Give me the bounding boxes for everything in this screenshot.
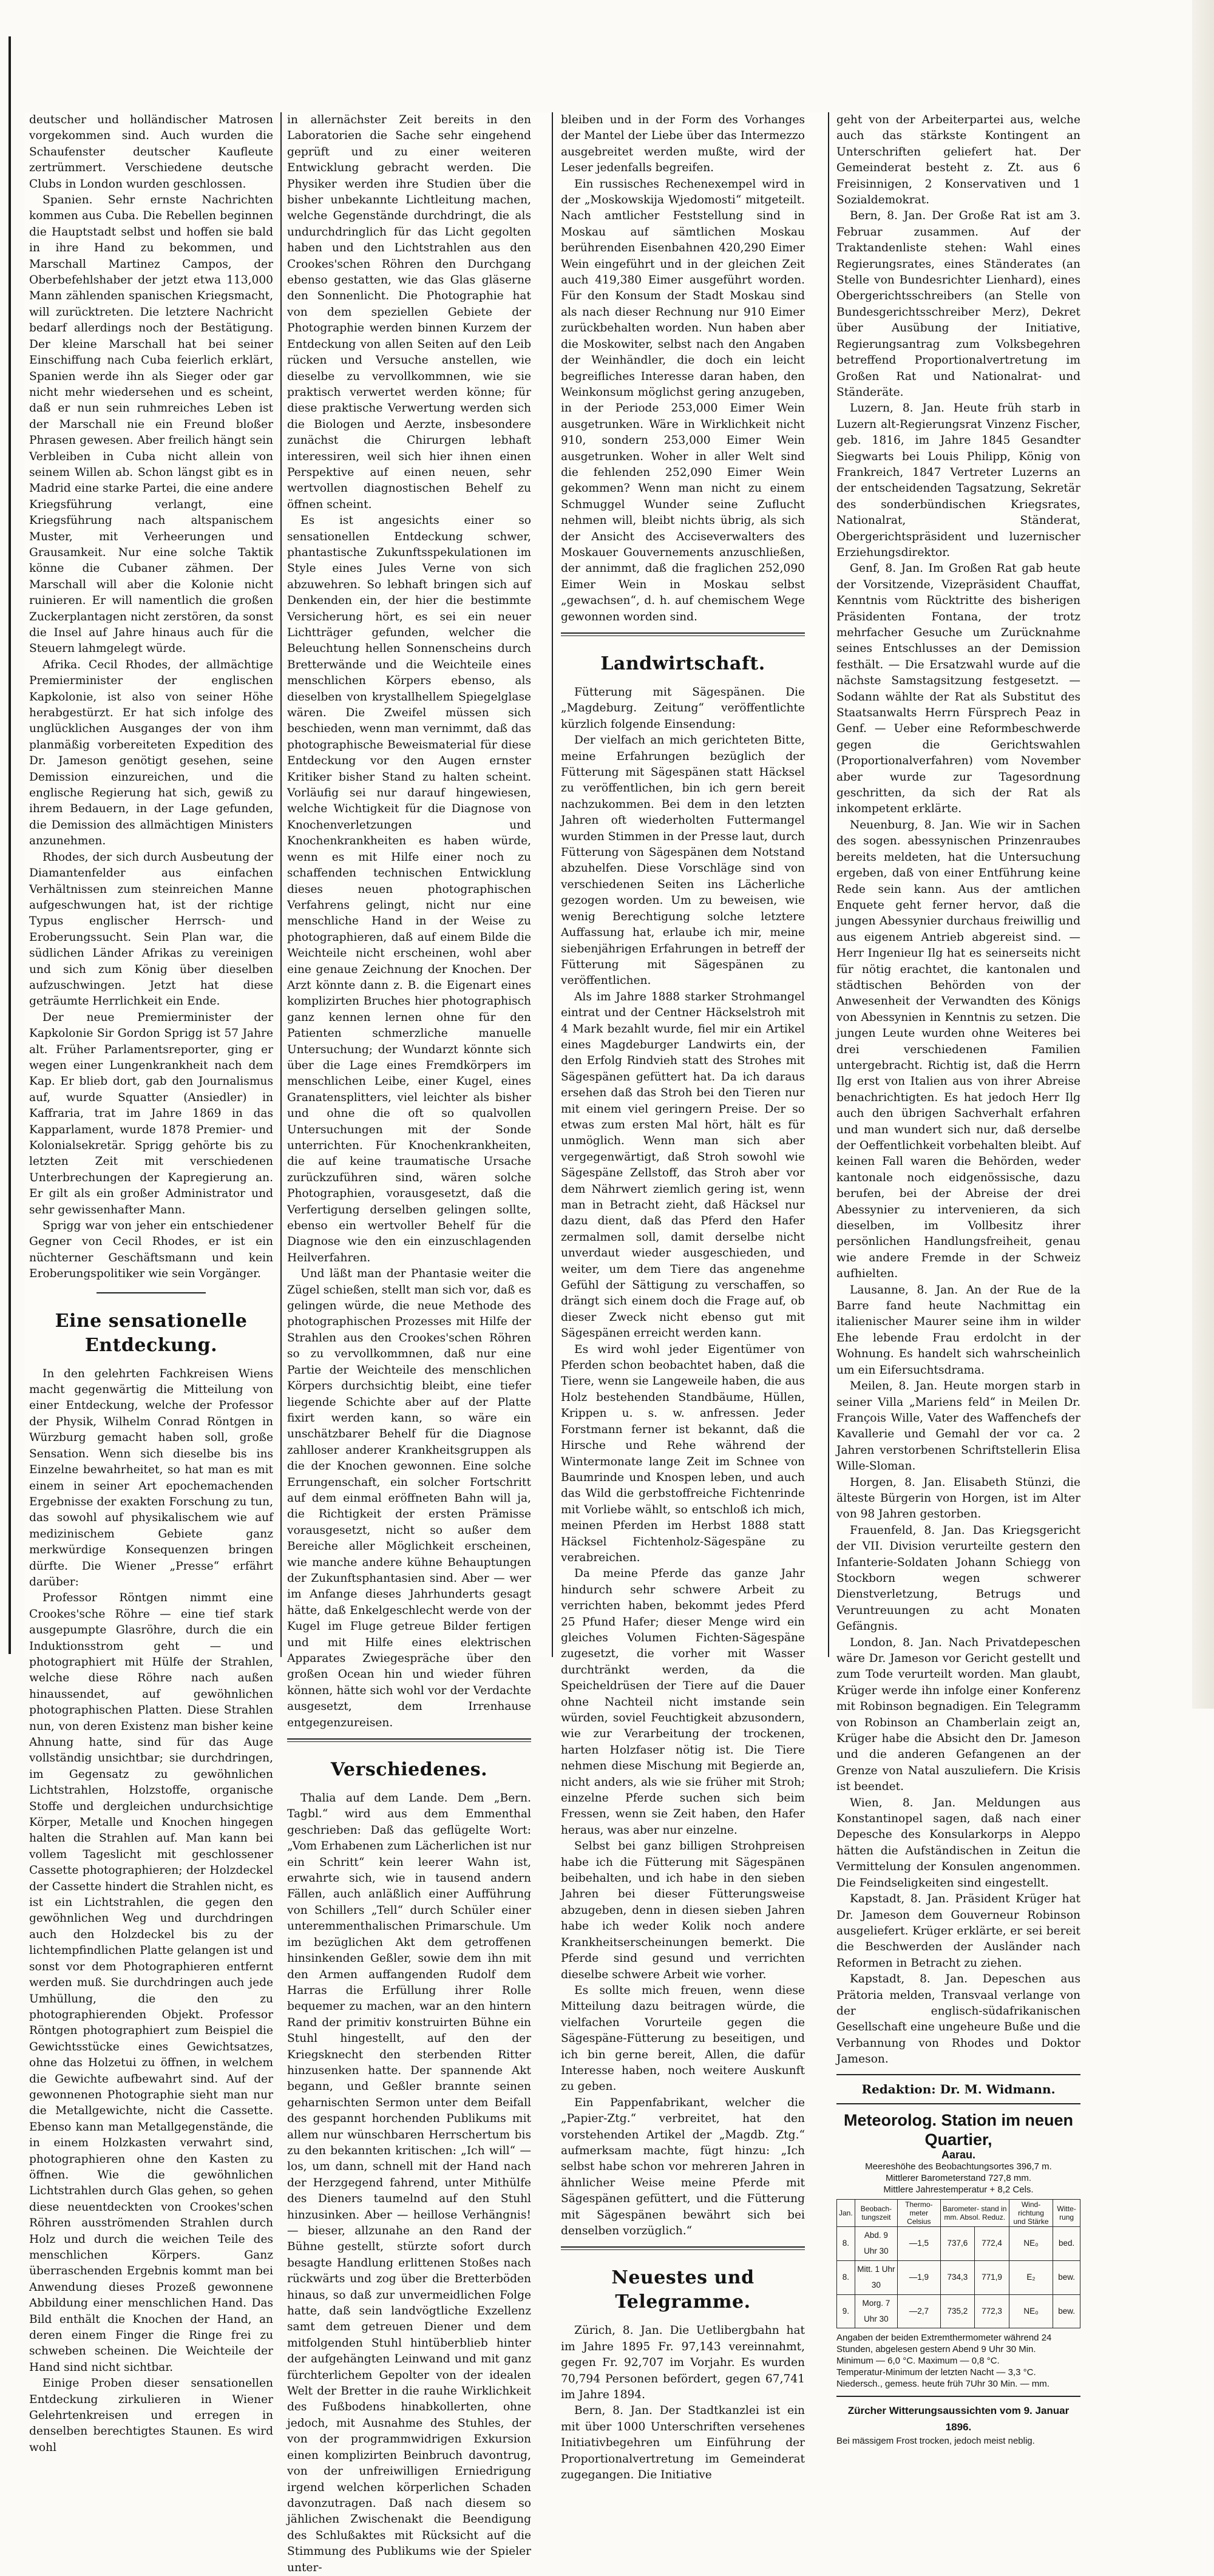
paragraph: Als im Jahre 1888 starker Strohmangel eintrat und der Centner Häckselstroh mit 4 Mark bezahlt wurde, fiel mir ein Artikel eines Magdeburger Landwirts ein, der den Erfolg Rindvieh statt des Strohes mit Sägespänen gefüttert hat. Da ich daraus ersehen daß das Stroh bei den Tieren nur mit einem viel geringern Preise. Der so etwas zum ersten Mal hört, hält es für unmöglich. Wenn man sich aber vergegenwärtigt, daß Stroh sowohl wie Sägespäne Zellstoff, das Stroh aber vor dem Nährwert ziemlich gering ist, wenn man in Betracht zieht, daß Häcksel nur dazu dient, daß das Pferd den Hafer zermalmen soll, damit derselbe nicht unverdaut wieder ausgeschieden, und weiter, um dem Tiere das angenehme Gefühl der Sättigung zu verschaffen, so drängt sich einem doch die Frage auf, ob dieser Zweck nicht ebenso gut mit Sägespänen erreicht werden kann.: [561, 990, 805, 1340]
table-cell: 8.: [837, 2226, 855, 2260]
paragraph: Luzern, 8. Jan. Heute früh starb in Luzern alt-Regierungsrat Vinzenz Fischer, geb. 1816, im Jahre 1845 Gesandter Siegwarts bei Louis Philipp, König von Frankreich, 1847 Vertreter Luzerns an der entscheidenden Tagsatzung, Sekretär des sonderbündischen Kriegsrates, Nationalrat, Ständerat, Obergerichtspräsident und luzernischer Erziehungsdirektor.: [836, 402, 1080, 559]
paragraph: Der neue Premierminister der Kapkolonie Sir Gordon Sprigg ist 57 Jahre alt. Früher Parlamentsreporter, ging er wegen einer Lungenkrankheit nach dem Kap. Er blieb dort, gab den Journalismus auf, wurde Squatter (Ansiedler) in Kaffraria, trat im Jahre 1869 in das Kapparlament, wurde 1878 Premier- und Kolonialsekretär. Sprigg gehörte bis zu letzten Zeit mit verschiedenen Unterbrechungen der Kapregierung an. Er gilt als ein großer Administrator und sehr gewissenhafter Mann.: [29, 1011, 273, 1216]
section-heading: Verschiedenes.: [330, 1759, 488, 1781]
table-cell: —2,7: [898, 2294, 940, 2328]
table-cell: —1,5: [898, 2226, 940, 2260]
table-header: Barometer- stand in mm. Absol. Reduz.: [940, 2199, 1009, 2226]
weather-location: Aarau.: [941, 2148, 976, 2161]
paragraph: Spanien. Sehr ernste Nachrichten kommen aus Cuba. Die Rebellen beginnen die Hauptstadt selbst und hoffen sie bald in ihre Hand zu bekommen, und Marschall Martinez Campos, der Oberbefehlshaber der jetzt etwa 113,000 Mann zählenden spanischen Kriegsmacht, will zurücktreten. Die letztere Nachricht bedarf allerdings noch der Bestätigung. Der kleine Marschall hat bei seiner Einschiffung nach Cuba feierlich erklärt, Spanien werde ihn als Sieger oder gar nicht mehr wiedersehen und es scheint, daß er nun sein ruhmreiches Leben ist der Marschall nie ein Freund bloßer Phrasen gewesen. Aber freilich hängt sein Verbleiben in Cuba nicht allein von seinem Willen ab. Schon längst gibt es in Madrid eine starke Partei, die eine andere Kriegsführung verlangt, eine Kriegsführung nach altspanischem Muster, mit Verheerungen und Grausamkeit. Nur eine solche Taktik könne die Cubaner zähmen. Der Marschall will aber die Kolonie nicht ruinieren. Er will namentlich die großen Zuckerplantagen nicht zerstören, da sonst die Insel auf Jahre hinaus auch für die Steuern lahmgelegt würde.: [29, 194, 273, 656]
paragraph: Es sollte mich freuen, wenn diese Mitteilung dazu beitragen würde, die vielfachen Vorurteile gegen die Sägespäne-Fütterung zu beseitigen, und ich bin gerne bereit, Allen, die dafür Interesse haben, noch weitere Auskunft zu geben.: [561, 1984, 805, 2093]
paragraph: Sprigg war von jeher ein entschiedener Gegner von Cecil Rhodes, er ist ein nüchterner Geschäftsmann und kein Eroberungspolitiker wie sein Vorgänger.: [29, 1219, 273, 1281]
paragraph: London, 8. Jan. Nach Privatdepeschen wäre Dr. Jameson vor Gericht gestellt und zum Tode verurteilt worden. Man glaubt, Krüger werde ihn infolge einer Konferenz mit Robinson begnadigen. Ein Telegramm von Robinson an Chamberlain zeigt an, Krüger habe die Absicht den Dr. Jameson und die anderen Gefangenen an der Grenze von Natal auszuliefern. Die Krisis ist beendet.: [836, 1636, 1080, 1794]
section-divider: [97, 1292, 206, 1293]
paragraph: Es ist angesichts einer so sensationellen Entdeckung schwer, phantastische Zukunftsspekulationen im Style eines Jules Verne von sich abzuwehren. So lebhaft bringen sich auf Denkenden ein, der hier die bestimmte Versicherung hört, es sei ein neuer Lichtträger gefunden, welcher die Beleuchtung hellen Sonnenscheins durch Bretterwände und die Weichteile eines menschlichen Körpers ebenso, als dieselben von krystallhellem Spiegelglase wären. Die Zweifel müssen sich beschieden, wenn man vernimmt, daß das photographische Beweismaterial für diese Entdeckung vor den Augen ernster Kritiker bisher Stand zu halten scheint. Vorläufig sei nur darauf hingewiesen, welche Wichtigkeit für die Diagnose von Knochenverletzungen und Knochenkrankheiten es haben würde, wenn es mit Hilfe einer noch zu schaffenden technischen Entwicklung dieses neuen photographischen Verfahrens gelingt, nicht nur eine menschliche Hand in der Weise zu photographieren, daß auf einem Bilde die Weichteile nicht erscheinen, wohl aber eine genaue Zeichnung der Knochen. Der Arzt könnte dann z. B. die Eigenart eines komplizirten Bruches hier photographisch ganz kennen lernen ohne für den Patienten schmerzliche manuelle Untersuchung; der Wundarzt könnte sich über die Lage eines Fremdkörpers im menschlichen Leibe, einer Kugel, eines Granatensplitters, viel leichter als bisher und ohne die oft so qualvollen Untersuchungen mit der Sonde unterrichten. Für Knochenkrankheiten, die auf keine traumatische Ursache zurückzuführen sind, wären solche Photographien, vorausgesetzt, daß die Verfertigung derselben gelingen sollte, ebenso ein wertvoller Behelf für die Diagnose wie den ein einzuschlagenden Heilverfahren.: [287, 514, 531, 1264]
table-row: [837, 2226, 1080, 2260]
weather-night-minimum: Temperatur-Minimum der letzten Nacht — 3,3 °C.: [836, 2367, 1036, 2378]
section-heading: Neuestes und Telegramme.: [611, 2267, 755, 2313]
table-cell: —1,9: [898, 2260, 940, 2294]
paragraph: Lausanne, 8. Jan. An der Rue de la Barre fand heute Nachmittag ein italienischer Maurer seine ihm in wilder Ehe lebende Frau erdolcht in der Wohnung. Es handelt sich wahrscheinlich um ein Eifersuchtsdrama.: [836, 1283, 1080, 1377]
paragraph: Der vielfach an mich gerichteten Bitte, meine Erfahrungen bezüglich der Fütterung mit Sägespänen statt Häcksel zu veröffentlichen, bin ich gern bereit nachzukommen. Bei dem in den letzten Jahren oft wiederholten Futtermangel wurden Stimmen in der Presse laut, durch Fütterung von Sägespänen dem Notstand abzuhelfen. Diese Vorschläge sind von verschiedenen Seiten ins Lächerliche gezogen worden. Um zu beweisen, wie wenig Berechtigung solche letztere Auffassung hat, erlaube ich mir, meine siebenjährigen Erfahrungen in betreff der Fütterung mit Sägespänen zu veröffentlichen.: [561, 734, 805, 988]
table-header: Beobach- tungszeit: [855, 2199, 897, 2226]
column-4: [836, 112, 1080, 2447]
table-row: [837, 2260, 1080, 2294]
paragraph: Bern, 8. Jan. Der Große Rat ist am 3. Februar zusammen. Auf der Traktandenliste stehen: Wahl eines Regierungsrates, eines Ständerates (an Stelle von Bundesrichter Lienhard), eines Obergerichtsschreibers (an Stelle von Bundesgerichtsschreiber Merz), Dekret über Ausübung der Initiative, Regierungsantrag zum Volksbegehren betreffend Proportionalvertretung im Großen Rat und Nationalrat- und Ständeräte.: [836, 209, 1080, 399]
paragraph: Horgen, 8. Jan. Elisabeth Stünzi, die älteste Bürgerin von Horgen, ist im Alter von 98 Jahren gestorben.: [836, 1476, 1080, 1521]
section-divider: [561, 2246, 805, 2250]
table-header: Thermo- meter Celsius: [898, 2199, 940, 2226]
table-row: [837, 2294, 1080, 2328]
column-1: [29, 112, 273, 2454]
paragraph: Ein russisches Rechenexempel wird in der „Moskowskija Wjedomosti“ mitgeteilt. Nach amtlicher Feststellung sind in Moskau auf sämtlichen Moskau berührenden Eisenbahnen 420,290 Eimer Wein eingeführt und in der gleichen Zeit auch 419,380 Eimer ausgeführt worden. Für den Konsum der Stadt Moskau sind als nach dieser Rechnung nur 910 Eimer zurückbehalten worden. Nun haben aber die Moskowiter, selbst nach den Angaben der Weinhändler, die doch ein leicht begreifliches Interesse daran haben, den Weinkonsum möglichst gering anzugeben, in der Periode 253,000 Eimer Wein ausgetrunken. Wäre in Wirklichkeit nicht 910, sondern 253,000 Eimer Wein ausgetrunken. Woher in aller Welt sind die fehlenden 252,090 Eimer Wein gekommen? Wenn man nicht zu einem Schmuggel Wunder seine Zuflucht nehmen will, bleibt nichts übrig, als sich der Ansicht des Acciseverwalters des Moskauer Gouvernements anzuschließen, der annimmt, daß die fraglichen 252,090 Eimer Wein in Moskau selbst „gewachsen“, d. h. auf chemischem Wege gewonnen worden sind.: [561, 177, 805, 623]
page-edge-rule: [8, 36, 11, 1654]
paragraph: Kapstadt, 8. Jan. Depeschen aus Prätoria melden, Transvaal verlange von der englisch-südafrikanischen Gesellschaft eine ungeheure Buße und die Verbannung von Rhodes und Doktor Jameson.: [836, 1973, 1080, 2066]
section-divider: [836, 2074, 1080, 2075]
editor-credit: Redaktion: Dr. M. Widmann.: [861, 2081, 1056, 2096]
section-divider: [287, 1738, 531, 1742]
paragraph: Ein Pappenfabrikant, welcher die „Papier-Ztg.“ verbreitet, hat den vorstehenden Artikel der „Magdb. Ztg.“ aufmerksam machte, fügt hinzu: „Ich selbst habe schon vor mehreren Jahren in ähnlicher Weise meine Pferde mit Sägespänen gefüttert, und die Fütterung mit Sägespänen bewährt sich bei denselben vorzüglich.“: [561, 2096, 805, 2237]
paragraph: Neuenburg, 8. Jan. Wie wir in Sachen des sogen. abessynischen Prinzenraubes bereits meldeten, hat die Untersuchung ergeben, daß von einer Entführung keine Rede sein kann. Aus der amtlichen Enquete geht ferner hervor, daß die jungen Abessynier durchaus freiwillig und aus eigenem Antrieb abgereist sind. — Herr Ingenieur Ilg hat es seinerseits nicht für nötig erachtet, die kantonalen und städtischen Behörden von der Anwesenheit der Verwandten des Königs von Abessynien in Kenntnis zu setzen. Die jungen Leute wurden ohne Weiteres bei drei verschiedenen Familien untergebracht. Richtig ist, daß die Herrn Ilg erst von Italien aus von ihrer Abreise benachrichtigten. Es hat jedoch Herr Ilg auch den übrigen Sachverhalt erfahren und man wundert sich nur, daß derselbe der Oeffentlichkeit vorbehalten bleibt. Auf keinen Fall waren die Behörden, weder kantonale noch eidgenössische, dazu berufen, bei der Abreise der drei Abessynier zu intervenieren, da sich dieselben, im Vollbesitz ihrer persönlichen Handlungsfreiheit, genau wie andere Fremde in der Schweiz aufhielten.: [836, 818, 1080, 1281]
paragraph: Zürich, 8. Jan. Die Uetlibergbahn hat im Jahre 1895 Fr. 97,143 vereinnahmt, gegen Fr. 92,707 im Vorjahr. Es wurden 70,794 Personen befördert, gegen 67,741 im Jahre 1894.: [561, 2324, 805, 2402]
page-edge-shadow: [1192, 0, 1214, 1709]
paragraph: Es wird wohl jeder Eigentümer von Pferden schon beobachtet haben, daß die Tiere, wenn sie Langeweile haben, die aus Holz bestehenden Standbäume, Hüllen, Krippen u. s. w. anfressen. Jeder Forstmann ferner ist bekannt, daß die Hirsche und Rehe während der Wintermonate lange Zeit im Schnee von Baumrinde und Knospen leben, und auch das Wild die gerbstoffreiche Fichtenrinde mit Vorliebe wählt, so entschloß ich mich, meinen Pferden im Herbst 1888 statt Häcksel Fichtenholz-Sägespäne zu verabreichen.: [561, 1343, 805, 1564]
table-cell: 735,2: [940, 2294, 975, 2328]
table-cell: 8.: [837, 2260, 855, 2294]
paragraph: Professor Röntgen nimmt eine Crookes'sche Röhre — eine tief stark ausgepumpte Glasröhre, durch die ein Induktionsstrom geht — und photographiert mit Hülfe der Strahlen, welche diese Röhre nach außen hinaussendet, auf gewöhnlichen photographischen Platten. Diese Strahlen nun, von deren Existenz man bisher keine Ahnung hatte, sind für das Auge vollständig unsichtbar; sie durchdringen, im Gegensatz zu gewöhnlichen Lichtstrahlen, Holzstoffe, organische Stoffe und dergleichen undurchsichtige Körper, Metalle und Knochen hingegen halten die Strahlen auf. Man kann bei vollem Tageslicht mit geschlossener Cassette photographieren; der Holzdeckel der Cassette hindert die Strahlen nicht, es ist ein Lichtstrahlen, die gegen den gewöhnlichen Weg und durchdringen auch den Holzdeckel bis zu der lichtempfindlichen Platte gelangen ist und sonst vor dem Photographieren entfernt werden muß. Sie durchdringen auch jede Umhüllung, die den zu photographierenden Objekt. Professor Röntgen photographiert zum Beispiel die Gewichtsstücke eines Gewichtsatzes, ohne das Holzetui zu öffnen, in welchem die Gewichte aufbewahrt sind. Auf der gewonnenen Photographie sieht man nur die Metallgewichte, nicht die Cassette. Ebenso kann man Metallgegenstände, die in einem Holzkasten verwahrt sind, photographieren ohne den Kasten zu öffnen. Wie die gewöhnlichen Lichtstrahlen durch Glas gehen, so gehen diese neuentdeckten von Crookes'schen Röhren ausströmenden Strahlen durch Holz und durch die weichen Teile des menschlichen Körpers. Ganz überraschenden Ergebnis kommt man bei Anwendung dieses Prozeß gewonnene Abbildung einer menschlichen Hand. Das Bild enthält die Knochen der Hand, an deren einem Finger die Ringe frei zu schweben scheinen. Die Weichteile der Hand sind nicht sichtbar.: [29, 1591, 273, 2374]
section-heading: Landwirtschaft.: [600, 653, 765, 674]
paragraph: Frauenfeld, 8. Jan. Das Kriegsgericht der VII. Division verurteilte gestern den Infanterie-Soldaten Johann Schiegg von Stockborn wegen schwerer Dienstverletzung, Betrugs und Veruntreuungen zu acht Monaten Gefängnis.: [836, 1524, 1080, 1633]
paragraph: Kapstadt, 8. Jan. Präsident Krüger hat Dr. Jameson dem Gouverneur Robinson ausgeliefert. Krüger erklärte, er sei bereit die Beschwerden der Ausländer nach Reformen in Betracht zu ziehen.: [836, 1893, 1080, 1970]
forecast-title: Zürcher Witterungsaussichten vom 9. Januar 1896.: [847, 2405, 1070, 2433]
weather-altitude: Meereshöhe des Beobachtungsortes 396,7 m.: [865, 2161, 1052, 2172]
paragraph: Fütterung mit Sägespänen. Die „Magdeburg. Zeitung“ veröffentlichte kürzlich folgende Einsendung:: [561, 686, 805, 731]
paragraph: Und läßt man der Phantasie weiter die Zügel schießen, stellt man sich vor, daß es gelingen würde, die neue Methode des photographischen Prozesses mit Hilfe der Strahlen aus den Crookes'schen Röhren so zu vervollkommnen, daß nur eine Partie der Weichteile des menschlichen Körpers durchsichtig bleibt, eine tiefer liegende Schichte aber auf der Platte fixirt werden kann, so wäre ein unschätzbarer Behelf für die Diagnose zahlloser anderer Krankheitsgruppen als die der Knochen gewonnen. Eine solche Errungenschaft, ein solcher Fortschritt auf dem einmal eröffneten Bahn will ja, die Richtigkeit der ersten Prämisse vorausgesetzt, nicht so außer dem Bereiche aller Möglichkeit erscheinen, wie manche andere kühne Behauptungen der Zukunftsphantasien sind. Aber — wer im Anfange dieses Jahrhunderts gesagt hätte, daß Enkelgeschlecht werde von der Kugel im Fluge getreue Bilder fertigen und mit Hilfe eines elektrischen Apparates Zwiegespräche über den großen Ocean hin und wieder führen können, hätte sich wohl vor der Verdachte ausgesetzt, dem Irrenhause entgegenzureisen.: [287, 1267, 531, 1729]
paragraph: deutscher und holländischer Matrosen vorgekommen sind. Auch wurden die Schaufenster deutscher Kaufleute zertrümmert. Verschiedene deutsche Clubs in London wurden geschlossen.: [29, 114, 273, 191]
paragraph: In den gelehrten Fachkreisen Wiens macht gegenwärtig die Mitteilung von einer Entdeckung, welche der Professor der Physik, Wilhelm Conrad Röntgen in Würzburg gemacht haben soll, große Sensation. Wenn sich dieselbe bis ins Einzelne bewahrheitet, so hat man es mit einem in seiner Art epochemachenden Ergebnisse der exakten Forschung zu tun, das sowohl auf physikalischem wie auf medizinischem Gebiete ganz merkwürdige Konsequenzen bringen dürfte. Die Wiener „Presse“ erfährt darüber:: [29, 1367, 273, 1588]
column-2: [287, 112, 531, 2574]
table-cell: Mitt. 1 Uhr 30: [855, 2260, 897, 2294]
table-cell: 771,9: [975, 2260, 1009, 2294]
column-rule: [828, 112, 829, 1657]
paragraph: Wien, 8. Jan. Meldungen aus Konstantinopel sagen, daß nach einer Depesche des Konsularkorps in Aleppo hätten die Aufständischen in Zeitun die Vermittelung der Konsulen angenommen. Die Feindseligkeiten sind eingestellt.: [836, 1796, 1080, 1890]
table-cell: 734,3: [940, 2260, 975, 2294]
weather-pressure-mean: Mittlerer Barometerstand 727,8 mm.: [885, 2172, 1032, 2183]
paragraph: Bern, 8. Jan. Der Stadtkanzlei ist ein mit über 1000 Unterschriften versehenes Initiativbegehren um Einführung der Proportionalvertretung im Gemeinderat zugegangen. Die Initiative: [561, 2404, 805, 2482]
table-cell: 9.: [837, 2294, 855, 2328]
weather-min-max: Minimum — 6,0 °C. Maximum — 0,8 °C.: [836, 2356, 1000, 2367]
weather-precipitation: Niedersch., gemess. heute früh 7Uhr 30 Min. — mm.: [836, 2379, 1050, 2390]
article-heading: Eine sensationelle Entdeckung.: [55, 1310, 248, 1356]
column-rule: [552, 112, 553, 1657]
table-cell: bed.: [1053, 2226, 1080, 2260]
weather-title: Meteorolog. Station im neuen Quartier,: [843, 2110, 1073, 2149]
table-header: Jan.: [837, 2199, 855, 2226]
table-header: Witte- rung: [1053, 2199, 1080, 2226]
table-cell: 737,6: [940, 2226, 975, 2260]
forecast-text: Bei mässigem Frost trocken, jedoch meist neblig.: [836, 2436, 1035, 2447]
table-cell: Morg. 7 Uhr 30: [855, 2294, 897, 2328]
paragraph: Selbst bei ganz billigen Strohpreisen habe ich die Fütterung mit Sägespänen beibehalten, und ich habe in den sieben Jahren bei dieser Fütterungsweise abzugeben, denn in diesen sieben Jahren habe ich weder Kolik noch andere Krankheitserscheinungen bemerkt. Die Pferde sind gesund und verrichten dieselbe schwere Arbeit wie vorher.: [561, 1840, 805, 1981]
paragraph: geht von der Arbeiterpartei aus, welche auch das stärkste Kontingent an Unterschriften geliefert hat. Der Gemeinderat besteht z. Zt. aus 6 Freisinnigen, 2 Konservativen und 1 Sozialdemokrat.: [836, 114, 1080, 207]
table-cell: Abd. 9 Uhr 30: [855, 2226, 897, 2260]
table-header: Wind- richtung und Stärke: [1009, 2199, 1053, 2226]
section-divider: [836, 2396, 1080, 2397]
column-rule: [280, 112, 282, 1657]
paragraph: bleiben und in der Form des Vorhanges der Mantel der Liebe über das Intermezzo ausgebreitet werden mußte, wird der Leser jedenfalls begreifen.: [561, 114, 805, 175]
newspaper-page: [24, 112, 1080, 2574]
paragraph: Einige Proben dieser sensationellen Entdeckung zirkulieren in Wiener Gelehrtenkreisen und erregen in denselben berechtigtes Staunen. Es wird wohl: [29, 2377, 273, 2454]
table-header-row: [837, 2199, 1080, 2226]
paragraph: Meilen, 8. Jan. Heute morgen starb in seiner Villa „Mariens feld“ in Meilen Dr. François Wille, Vater des Waffenchefs der Kavallerie und Gemahl der vor ca. 2 Jahren verstorbenen Schriftstellerin Elisa Wille-Sloman.: [836, 1380, 1080, 1473]
paragraph: in allernächster Zeit bereits in den Laboratorien die Sache sehr eingehend geprüft und zu einer weiteren Entwicklung gebracht werden. Die Physiker werden ihre Studien über die bisher unbekannte Lichtleitung machen, welche Gegenstände durchdringt, die als undurchdringlich für das Licht gegolten haben und den Lichtstrahlen aus den Crookes'schen Röhren den Durchgang ebenso gestatten, wie das Glas gläserne den Sonnenlicht. Die Photographie hat von dem speziellen Gebiete der Photographie werden binnen Kurzem der Entdeckung von allen Seiten auf den Leib rücken und Versuche anstellen, wie dieselbe zu vervollkommnen, wie sie praktisch verwertet werden könne; für diese praktische Verwertung werden sich die Biologen und Aerzte, insbesondere zunächst die Chirurgen lebhaft interessiren, weil sich hier ihnen einen Perspektive auf einen neuen, sehr wertvollen diagnostischen Behelf zu öffnen scheint.: [287, 114, 531, 511]
section-divider: [836, 2103, 1080, 2104]
table-cell: 772,4: [975, 2226, 1009, 2260]
paragraph: Genf, 8. Jan. Im Großen Rat gab heute der Vorsitzende, Vizepräsident Chauffat, Kenntnis vom Rücktritte des bisherigen Präsidenten Fontana, der trotz mehrfacher Gesuche um Zurücknahme seines Entschlusses an der Demission festhält. — Die Ersatzwahl wurde auf die nächste Samstagsitzung festgesetzt. — Sodann wählte der Rat als Substitut des Staatsanwalts Herrn Fürsprech Peaz in Genf. — Ueber eine Reformbeschwerde gegen die Gerichtswahlen (Proportionalverfahren) vom November aber wurde zur Tagesordnung geschritten, da sich der Rat als inkompetent erklärte.: [836, 562, 1080, 816]
paragraph: Afrika. Cecil Rhodes, der allmächtige Premierminister der englischen Kapkolonie, ist also von seiner Höhe herabgestürzt. Er hat sich infolge des unglücklichen Ausganges der von ihm planmäßig vorbereiteten Expedition des Dr. Jameson genötigt gesehen, seine Demission einzureichen, und die englische Regierung hat sich, gewiß zu ihrem Bedauern, in der Lage gefunden, die Demission des allmächtigen Ministers anzunehmen.: [29, 658, 273, 848]
paragraph: Thalia auf dem Lande. Dem „Bern. Tagbl.“ wird aus dem Emmenthal geschrieben: Daß das geflügelte Wort: „Vom Erhabenen zum Lächerlichen ist nur ein Schritt“ kein leerer Wahn ist, erwahrte sich, wie in tausend andern Fällen, auch anläßlich einer Aufführung von Schillers „Tell“ durch Schüler einer unteremmenthalischen Primarschule. Um im bezüglichen Akt dem getroffenen hinsinkenden Geßler, sowie dem ihn mit den Armen auffangenden Rudolf dem Harras die Erfüllung ihrer Rolle bequemer zu machen, war an den hintern Rand der primitiv konstruirten Bühne ein Stuhl hingestellt, auf den der Kriegsknecht den sterbenden Ritter hinzusenken hatte. Der spannende Akt begann, und Geßler brannte seinen geharnischten Sermon unter dem Beifall des gespannt horchenden Publikums mit allem nur wünschbaren Herrschertum bis zu den bekannten kritischen: „Ich will“ — los, um dann, schnell mit der Hand nach der Herzgegend fahrend, unter Mithülfe des Dieners taumelnd auf den Stuhl hinzusinken. Aber — heillose Verhängnis! — bieser, allzunahe an den Rand der Bühne gestellt, stürzte sofort durch besagte Handlung erlittenen Stoßes nach rückwärts und zog über die Bretterböden hinaus, so daß zur unvermeidlichen Folge hatte, daß sein landvögtliche Exzellenz samt dem getreuen Diener und dem mitfolgenden Stuhl hintüberblieb hinter der aufgehängten Leinwand und mit ganz fürchterlichem Gepolter von der idealen Welt der Bretter in die rauhe Wirklichkeit des Fußbodens hinabkollerten, ohne jedoch, mit Ausnahme des Stuhles, der von der programmwidrigen Exkursion einen komplizirten Beinbruch davontrug, von der unfreiwilligen Erniedrigung irgend welchen körperlichen Schaden davonzutragen. Daß nach diesem so jählichen Zwischenakt die Beendigung des Schlußaktes mit Rücksicht auf die Stimmung des Publikums wie der Spieler unter-: [287, 1792, 531, 2574]
table-cell: NE₀: [1009, 2294, 1053, 2328]
weather-table: [836, 2199, 1080, 2328]
paragraph: Rhodes, der sich durch Ausbeutung der Diamantenfelder aus einfachen Verhältnissen zum steinreichen Manne aufgeschwungen hat, ist der richtige Typus englischer Herrsch- und Eroberungssucht. Sein Plan war, die südlichen Länder Afrikas zu vereinigen und sich zum König über dieselben aufzuschwingen. Jetzt hat diese geträumte Herrlichkeit ein Ende.: [29, 850, 273, 1008]
table-cell: NE₀: [1009, 2226, 1053, 2260]
column-3: [561, 112, 805, 2482]
weather-extremes-note: Angaben der beiden Extremthermometer während 24 Stunden, abgelesen gestern Abend 9 Uhr 30 Min.: [836, 2333, 1052, 2355]
table-cell: 772,3: [975, 2294, 1009, 2328]
weather-temperature-mean: Mittlere Jahrestemperatur + 8,2 Cels.: [883, 2184, 1034, 2195]
section-divider: [561, 632, 805, 636]
table-cell: bew.: [1053, 2294, 1080, 2328]
table-cell: E₂: [1009, 2260, 1053, 2294]
paragraph: Da meine Pferde das ganze Jahr hindurch sehr schwere Arbeit zu verrichten haben, bekommt jedes Pferd 25 Pfund Hafer; dieser Menge wird ein gleiches Volumen Fichten-Sägespäne zugesetzt, die vorher mit Wasser durchtränkt werden, da die Speicheldrüsen der Tiere auf die Dauer ohne Nachteil nicht imstande sein würden, soviel Feuchtigkeit abzusondern, wie zur Verarbeitung der trockenen, harten Holzfaser nötig ist. Die Tiere nehmen diese Mischung mit Begierde an, nicht anders, als wie sie früher mit Stroh; einzelne Pferde suchen sich beim Fressen, wenn sie Zeit haben, den Hafer heraus, was aber nur einzelne.: [561, 1567, 805, 1837]
weather-box: [836, 2110, 1080, 2447]
table-cell: bew.: [1053, 2260, 1080, 2294]
